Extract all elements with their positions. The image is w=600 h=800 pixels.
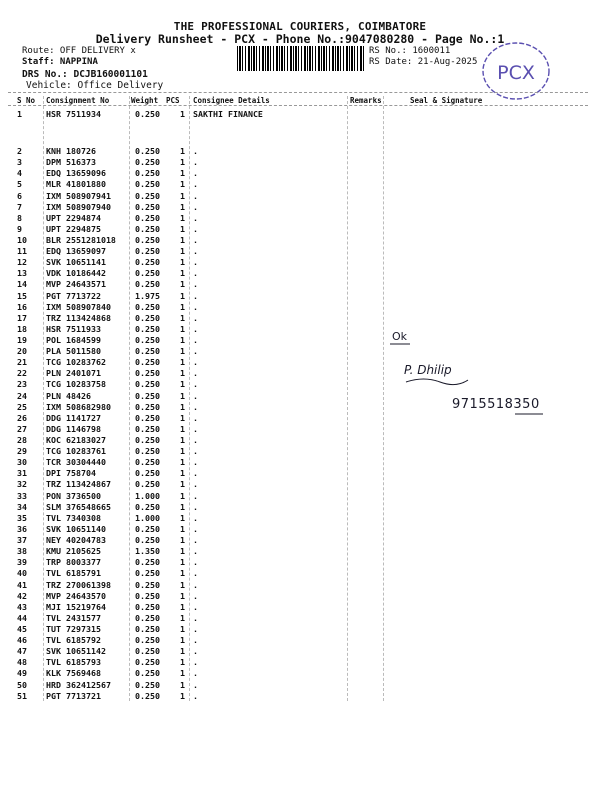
signature-flourish [404,376,470,386]
row-sno: 3 [17,157,22,168]
row-sno: 28 [17,435,27,445]
row-sno: 34 [17,501,27,512]
row-pcs: 1 [180,623,185,634]
row-consignee: . [193,246,198,256]
row-sno: 4 [17,168,22,179]
row-consignee: . [193,635,198,646]
row-consignee: . [193,601,198,612]
row-consignee: . [193,257,198,268]
row-pcs: 1 [180,679,185,690]
row-weight: 0.250 [135,635,160,646]
staff-label: Staff: NAPPINA [22,57,98,67]
row-consignee: . [193,190,198,201]
rs-date: RS Date: 21-Aug-2025 [369,57,478,67]
row-pcs: 1 [180,379,185,390]
row-pcs: 1 [180,368,185,379]
row-consignment-no: NEY 40204783 [46,535,106,545]
row-consignment-no: PLN 2401071 [46,368,101,379]
row-consignment-no: TVL 6185792 [46,635,101,646]
row-weight: 0.250 [135,446,160,457]
row-pcs: 1 [180,657,185,668]
row-pcs: 1 [180,290,185,301]
row-pcs: 1 [180,234,185,245]
row-pcs: 1 [180,179,185,190]
col-header-seal-signature: Seal & Signature [410,96,483,105]
row-consignment-no: DPI 758704 [46,468,96,479]
row-pcs: 1 [180,690,185,701]
handwritten-ok: Ok [392,330,408,343]
row-sno: 32 [17,479,27,490]
row-sno: 30 [17,457,27,468]
row-weight: 0.250 [135,568,160,579]
row-pcs: 1 [180,109,185,119]
row-consignee: . [193,212,198,223]
row-weight: 0.250 [135,501,160,512]
row-pcs: 1 [180,168,185,179]
row-pcs: 1 [180,301,185,312]
row-weight: 0.250 [135,234,160,245]
row-weight: 0.250 [135,557,160,568]
row-consignment-no: MVP 24643571 [46,279,106,290]
row-consignment-no: TVL 6185793 [46,657,101,668]
row-pcs: 1 [180,523,185,534]
row-consignment-no: IXM 508907840 [46,301,111,312]
row-sno: 45 [17,623,27,634]
row-sno: 46 [17,635,27,646]
row-weight: 0.250 [135,357,160,368]
row-sno: 33 [17,490,27,501]
row-consignment-no: DDG 1146798 [46,423,101,434]
row-weight: 0.250 [135,612,160,623]
row-pcs: 1 [180,579,185,590]
row-consignment-no: HSR 7511933 [46,323,101,334]
row-consignee: . [193,512,198,523]
row-weight: 0.250 [135,457,160,468]
row-consignment-no: TRZ 270061398 [46,579,111,590]
signature-flourish-stroke [406,379,468,385]
row-sno: 22 [17,368,27,379]
row-pcs: 1 [180,435,185,445]
row-consignment-no: DDG 1141727 [46,412,101,423]
row-consignee: . [193,279,198,290]
row-consignee: . [193,690,198,701]
row-consignment-no: UPT 2294875 [46,223,101,234]
runsheet-title: Delivery Runsheet - PCX - Phone No.:9047080280 - Page No.:1 [95,32,505,46]
row-pcs: 1 [180,646,185,657]
row-consignee: . [193,401,198,412]
row-sno: 47 [17,646,27,657]
row-pcs: 1 [180,201,185,212]
row-consignment-no: DPM 516373 [46,157,96,168]
row-consignment-no: TVL 7340308 [46,512,101,523]
row-pcs: 1 [180,346,185,357]
row-consignee: . [193,234,198,245]
row-weight: 0.250 [135,435,160,445]
row-consignee: . [193,435,198,445]
row-consignment-no: POL 1684599 [46,335,101,345]
row-consignee: . [193,146,198,156]
row-consignment-no: PLA 5011580 [46,346,101,357]
row-pcs: 1 [180,212,185,223]
row-consignee: . [193,535,198,545]
drs-number: DRS No.: DCJB160001101 [22,69,148,80]
row-weight: 1.350 [135,546,160,557]
row-weight: 0.250 [135,590,160,601]
row-weight: 0.250 [135,368,160,379]
row-weight: 0.250 [135,579,160,590]
row-consignment-no: SVK 10651140 [46,523,106,534]
row-consignee: . [193,523,198,534]
col-header-consignment: Consignment No [46,96,110,105]
row-sno: 12 [17,257,27,268]
row-consignment-no: HSR 7511934 [46,109,101,119]
row-consignee: . [193,490,198,501]
row-weight: 1.000 [135,490,160,501]
row-sno: 19 [17,335,27,345]
row-sno: 5 [17,179,22,190]
row-pcs: 1 [180,479,185,490]
row-weight: 0.250 [135,190,160,201]
row-pcs: 1 [180,190,185,201]
row-pcs: 1 [180,668,185,679]
row-pcs: 1 [180,512,185,523]
row-pcs: 1 [180,423,185,434]
row-consignment-no: TCG 10283762 [46,357,106,368]
row-consignment-no: MLR 41801880 [46,179,106,190]
row-weight: 0.250 [135,212,160,223]
row-weight: 0.250 [135,246,160,256]
row-pcs: 1 [180,401,185,412]
row-sno: 50 [17,679,27,690]
row-weight: 0.250 [135,679,160,690]
row-consignment-no: TCR 30304440 [46,457,106,468]
row-sno: 8 [17,212,22,223]
row-consignee: . [193,412,198,423]
row-consignee: . [193,390,198,401]
row-consignee: . [193,579,198,590]
row-pcs: 1 [180,312,185,323]
row-sno: 10 [17,234,27,245]
row-pcs: 1 [180,568,185,579]
row-consignee: . [193,301,198,312]
row-consignee: . [193,201,198,212]
row-consignment-no: PLN 48426 [46,390,91,401]
handwritten-signature: P. Dhilip [404,363,452,377]
row-pcs: 1 [180,323,185,334]
row-sno: 39 [17,557,27,568]
row-consignee: . [193,357,198,368]
row-weight: 0.250 [135,335,160,345]
ok-underline [390,342,412,346]
row-consignee: . [193,223,198,234]
row-consignment-no: PON 3736500 [46,490,101,501]
row-pcs: 1 [180,590,185,601]
row-consignee: . [193,179,198,190]
row-pcs: 1 [180,157,185,168]
row-weight: 0.250 [135,412,160,423]
row-consignment-no: MVP 24643570 [46,590,106,601]
row-pcs: 1 [180,457,185,468]
row-sno: 48 [17,657,27,668]
row-pcs: 1 [180,412,185,423]
stamp-text: PCX [497,62,535,84]
handwritten-phone: 9715518350 [452,397,540,412]
row-sno: 17 [17,312,27,323]
row-sno: 42 [17,590,27,601]
row-sno: 44 [17,612,27,623]
row-weight: 1.975 [135,290,160,301]
row-consignee: . [193,668,198,679]
row-pcs: 1 [180,357,185,368]
row-pcs: 1 [180,279,185,290]
row-sno: 15 [17,290,27,301]
row-weight: 0.250 [135,646,160,657]
row-consignee: . [193,468,198,479]
row-sno: 26 [17,412,27,423]
row-sno: 23 [17,379,27,390]
row-weight: 0.250 [135,523,160,534]
row-sno: 41 [17,579,27,590]
row-consignee: . [193,568,198,579]
row-weight: 0.250 [135,690,160,701]
row-weight: 0.250 [135,279,160,290]
row-consignee: . [193,268,198,279]
row-consignment-no: TRZ 113424868 [46,312,111,323]
rs-number: RS No.: 1600011 [369,46,451,56]
row-weight: 0.250 [135,179,160,190]
row-weight: 0.250 [135,346,160,357]
col-header-weight: Weight [131,96,159,105]
row-consignment-no: TRP 8003377 [46,557,101,568]
row-sno: 9 [17,223,22,234]
row-consignee: . [193,646,198,657]
row-sno: 24 [17,390,27,401]
row-weight: 0.250 [135,379,160,390]
row-consignee: . [193,446,198,457]
row-consignment-no: SLM 376548665 [46,501,111,512]
row-consignment-no: PGT 7713722 [46,290,101,301]
row-weight: 0.250 [135,168,160,179]
row-consignment-no: KOC 62183027 [46,435,106,445]
row-consignment-no: HRD 362412567 [46,679,111,690]
row-pcs: 1 [180,390,185,401]
row-consignee: . [193,457,198,468]
row-consignee: . [193,323,198,334]
row-weight: 0.250 [135,401,160,412]
row-consignment-no: MJI 15219764 [46,601,106,612]
row-consignment-no: VDK 10186442 [46,268,106,279]
row-sno: 36 [17,523,27,534]
row-consignee: . [193,168,198,179]
row-weight: 0.250 [135,423,160,434]
row-pcs: 1 [180,468,185,479]
row-pcs: 1 [180,601,185,612]
row-sno: 21 [17,357,27,368]
row-sno: 40 [17,568,27,579]
row-consignee: . [193,368,198,379]
row-consignee: . [193,612,198,623]
row-sno: 14 [17,279,27,290]
row-weight: 0.250 [135,601,160,612]
row-weight: 0.250 [135,323,160,334]
row-consignee: . [193,335,198,345]
row-pcs: 1 [180,546,185,557]
col-header-pcs: PCS [166,96,180,105]
row-consignment-no: IXM 508907941 [46,190,111,201]
row-consignment-no: TCG 10283758 [46,379,106,390]
row-pcs: 1 [180,635,185,646]
row-weight: 0.250 [135,201,160,212]
row-sno: 13 [17,268,27,279]
company-title: THE PROFESSIONAL COURIERS, COIMBATORE [173,20,427,33]
row-consignment-no: TVL 6185791 [46,568,101,579]
row-sno: 51 [17,690,27,701]
row-sno: 35 [17,512,27,523]
row-consignment-no: SVK 10651141 [46,257,106,268]
row-sno: 37 [17,535,27,545]
row-pcs: 1 [180,490,185,501]
row-weight: 0.250 [135,223,160,234]
row-consignee: . [193,479,198,490]
row-weight: 0.250 [135,535,160,545]
row-consignment-no: EDQ 13659096 [46,168,106,179]
row-weight: 0.250 [135,257,160,268]
row-pcs: 1 [180,446,185,457]
row-pcs: 1 [180,146,185,156]
row-weight: 0.250 [135,390,160,401]
row-sno: 6 [17,190,22,201]
row-weight: 0.250 [135,109,160,119]
row-consignee: . [193,623,198,634]
row-weight: 0.250 [135,623,160,634]
row-sno: 38 [17,546,27,557]
row-pcs: 1 [180,612,185,623]
col-header-remarks: Remarks [350,96,382,105]
col-header-sno: S No [17,96,36,105]
row-consignee: . [193,157,198,168]
row-sno: 18 [17,323,27,334]
row-sno: 7 [17,201,22,212]
row-weight: 0.250 [135,479,160,490]
row-sno: 43 [17,601,27,612]
row-consignee: SAKTHI FINANCE [193,109,263,119]
row-consignee: . [193,312,198,323]
row-consignee: . [193,501,198,512]
row-consignee: . [193,590,198,601]
row-weight: 1.000 [135,512,160,523]
row-sno: 31 [17,468,27,479]
row-pcs: 1 [180,335,185,345]
phone-underline [515,412,545,416]
row-consignment-no: IXM 508682980 [46,401,111,412]
row-consignment-no: KNH 180726 [46,146,96,156]
row-consignment-no: IXM 508907940 [46,201,111,212]
route-label: Route: OFF DELIVERY x [22,46,136,56]
row-consignee: . [193,346,198,357]
row-sno: 27 [17,423,27,434]
row-pcs: 1 [180,223,185,234]
row-sno: 1 [17,109,22,119]
row-consignment-no: UPT 2294874 [46,212,101,223]
row-consignee: . [193,557,198,568]
row-consignee: . [193,679,198,690]
row-weight: 0.250 [135,146,160,156]
row-sno: 20 [17,346,27,357]
row-consignment-no: KLK 7569468 [46,668,101,679]
row-consignee: . [193,423,198,434]
row-consignment-no: KMU 2105625 [46,546,101,557]
row-consignment-no: SVK 10651142 [46,646,106,657]
row-pcs: 1 [180,557,185,568]
row-weight: 0.250 [135,268,160,279]
row-consignee: . [193,546,198,557]
row-sno: 16 [17,301,27,312]
row-consignment-no: EDQ 13659097 [46,246,106,256]
row-weight: 0.250 [135,468,160,479]
row-consignee: . [193,657,198,668]
row-sno: 49 [17,668,27,679]
vehicle-label: Vehicle: Office Delivery [26,80,164,91]
row-weight: 0.250 [135,312,160,323]
row-consignment-no: BLR 2551281018 [46,234,116,245]
row-consignment-no: TRZ 113424867 [46,479,111,490]
row-weight: 0.250 [135,657,160,668]
row-pcs: 1 [180,535,185,545]
row-sno: 2 [17,146,22,156]
row-consignee: . [193,290,198,301]
row-consignment-no: PGT 7713721 [46,690,101,701]
row-sno: 29 [17,446,27,457]
row-sno: 25 [17,401,27,412]
row-weight: 0.250 [135,301,160,312]
row-consignment-no: TVL 2431577 [46,612,101,623]
row-sno: 11 [17,246,27,256]
row-consignment-no: TUT 7297315 [46,623,101,634]
row-pcs: 1 [180,246,185,256]
row-consignee: . [193,379,198,390]
col-header-consignee: Consignee Details [193,96,270,105]
row-pcs: 1 [180,268,185,279]
row-weight: 0.250 [135,157,160,168]
row-weight: 0.250 [135,668,160,679]
row-pcs: 1 [180,501,185,512]
row-pcs: 1 [180,257,185,268]
row-consignment-no: TCG 10283761 [46,446,106,457]
